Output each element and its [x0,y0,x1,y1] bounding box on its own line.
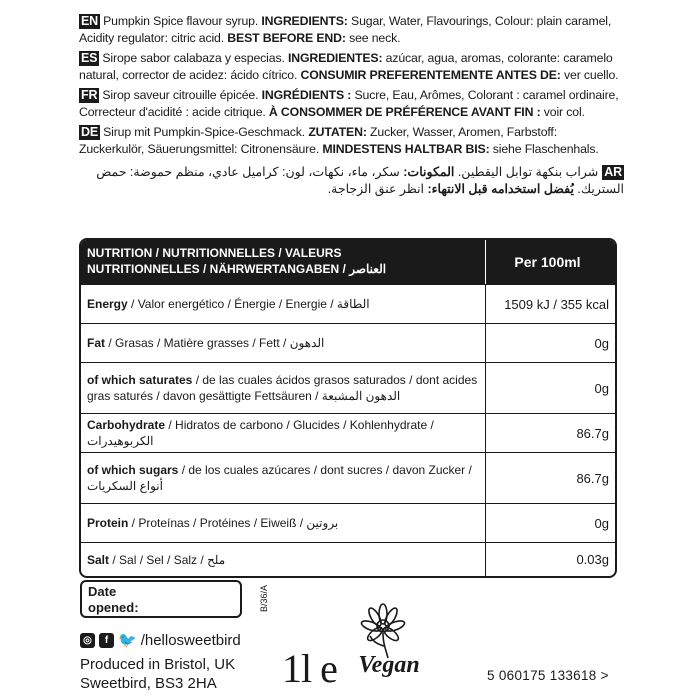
barcode-number: 5 060175 133618 > [487,668,609,683]
product-desc: Sirop saveur citrouille épicée. [102,88,262,102]
header-line1: NUTRITION / NUTRITIONNELLES / VALEURS [87,246,342,260]
nutrient-value: 0.03g [576,552,609,567]
nutrient-value: 0g [594,515,609,531]
ingredients-label: المكونات: [403,165,455,179]
ingredients-label: INGRÉDIENTS : [261,88,352,102]
ingredients-block [79,13,624,201]
nutrient-value: 86.7g [576,470,609,486]
lang-code: AR [604,165,622,179]
nutrient-translations: / Grasas / Matière grasses / Fett / الدهون [105,336,325,350]
bbe-text: انظر عنق الزجاجة. [327,182,428,196]
ingredients-text: Sucre, Eau, Arômes, Colorant : caramel ordinaire, Correcteur d'acidité : acide citrique. [79,88,619,119]
row-saturates [81,362,615,413]
opened-label: opened: [88,600,139,615]
nutrient-translations: / Proteínas / Protéines / Eiweiß / بروتين [128,516,339,530]
lang-ar [79,164,624,198]
vegan-logo [338,592,438,692]
twitter-icon: 🐦 [118,632,137,649]
nutrient-translations: / de las cuales ácidos grasos saturados / dont acides gras saturés / davon gesättigte Fettsäuren / الدهون المشبعة [87,373,478,403]
batch-code: B/36/A [259,584,269,612]
lang-de [79,124,624,158]
date-opened-box [80,580,242,618]
ingredients-text: Sugar, Water, Flavourings, Colour: plain caramel, Acidity regulator: citric acid. [79,14,612,45]
bbe-text: voir col. [540,105,585,119]
social-handle: /hellosweetbird [140,631,241,649]
header-line2: NUTRITIONNELLES / NÄHRWERTANGABEN / العناصر [87,262,387,276]
product-desc: Pumpkin Spice flavour syrup. [103,14,262,28]
product-desc: شراب بنكهة توابل اليقطين. [454,165,599,179]
ingredients-text: سكر، ماء، نكهات، لون: كراميل عادي، منظم حموضة: حمض الستريك. [96,165,624,196]
bbe-label: MINDESTENS HALTBAR BIS: [322,142,490,156]
nutrient-name: Energy [87,297,128,311]
nutrient-name: Fat [87,336,105,350]
social-handles [80,631,241,649]
nutrient-name: of which saturates [87,373,193,387]
producer-line1: Produced in Bristol, UK [80,656,236,673]
nutrient-name: Protein [87,516,129,530]
row-salt [81,542,615,576]
nutrient-name: of which sugars [87,463,179,477]
ingredients-label: ZUTATEN: [308,125,367,139]
ingredients-text: azúcar, agua, aromas, colorante: caramelo natural, corrector de acidez: ácido cítrico. [79,51,613,82]
nutrient-value: 1509 kJ / 355 kcal [504,296,609,312]
nutrient-value: 0g [594,380,609,396]
bbe-text: siehe Flaschenhals. [489,142,599,156]
product-desc: Sirup mit Pumpkin-Spice-Geschmack. [103,125,309,139]
facebook-icon: f [99,633,114,648]
row-fat [81,323,615,362]
row-carbohydrate [81,413,615,452]
nutrient-name: Salt [87,552,110,567]
row-energy [81,284,615,323]
lang-es [79,50,624,84]
nutrition-header-title [81,240,486,284]
bbe-label: يُفضل استخدامه قبل الانتهاء: [427,182,574,196]
nutrient-translations: / Sal / Sel / Salz / ملح [109,552,226,567]
date-label: Date [88,584,117,599]
ingredients-label: INGREDIENTES: [288,51,383,65]
nutrition-header [81,240,615,284]
bbe-text: see neck. [345,31,401,45]
per-100ml-header: Per 100ml [514,253,581,270]
lang-code: FR [81,88,98,102]
nutrient-value: 0g [594,335,609,351]
volume-mark: 1l e [282,646,337,691]
row-sugars [81,452,615,503]
ingredients-text: Zucker, Wasser, Aromen, Farbstoff: Zuckerkulör, Säuerungsmittel: Citronensäure. [79,125,557,156]
lang-code: ES [81,51,98,65]
nutrient-value: 86.7g [576,425,609,441]
nutrient-name: Carbohydrate [87,418,166,432]
lang-fr [79,87,624,121]
producer-line2: Sweetbird, BS3 2HA [80,675,217,692]
bbe-label: CONSUMIR PREFERENTEMENTE ANTES DE: [300,68,561,82]
instagram-icon: ◎ [80,633,95,648]
nutrient-translations: / de los cuales azúcares / dont sucres / davon Zucker / أنواع السكريات [87,463,472,493]
producer-info [80,655,235,693]
lang-code: EN [81,14,99,28]
bbe-text: ver cuello. [560,68,619,82]
nutrient-translations: / Hidratos de carbono / Glucides / Kohlenhydrate / الكربوهيدرات [87,418,434,448]
nutrition-table [79,238,617,578]
row-protein [81,503,615,542]
lang-code: DE [81,125,99,139]
product-desc: Sirope sabor calabaza y especias. [102,51,288,65]
vegan-text: Vegan [358,652,420,678]
ingredients-label: INGREDIENTS: [261,14,348,28]
bbe-label: À CONSOMMER DE PRÉFÉRENCE AVANT FIN : [268,105,541,119]
bbe-label: BEST BEFORE END: [227,31,346,45]
lang-en [79,13,624,47]
nutrient-translations: / Valor energético / Énergie / Energie / الطاقة [127,297,370,311]
